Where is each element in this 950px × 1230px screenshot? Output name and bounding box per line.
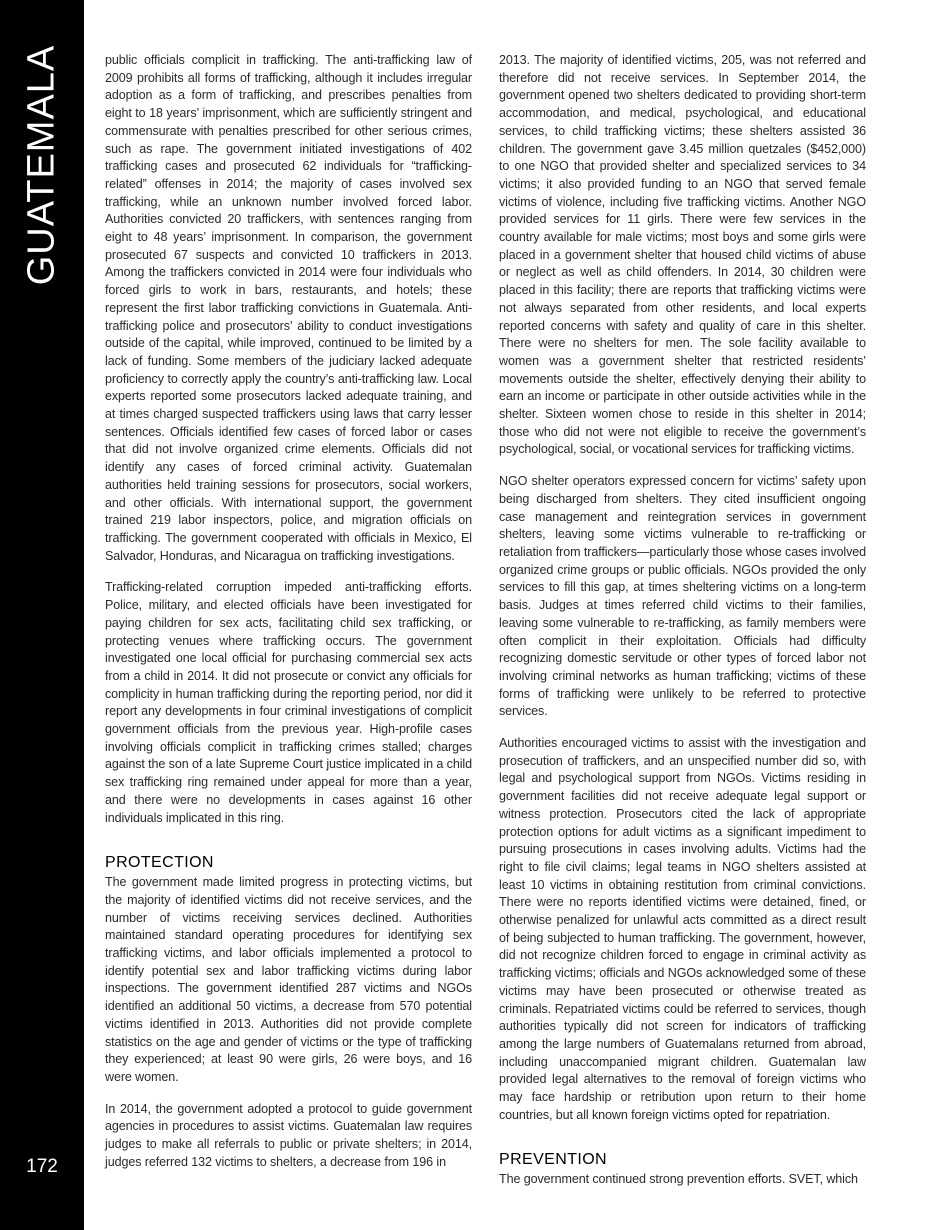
- paragraph-prevention-intro: The government continued strong prevention efforts. SVET, which: [499, 1172, 858, 1187]
- country-sidebar: [0, 0, 84, 1230]
- section-heading-prevention: PREVENTION: [499, 1151, 608, 1169]
- paragraph-law-prosecution: public officials complicit in trafficking. The anti-trafficking law of 2009 prohibits all forms of trafficking, although it includes irregular adoption as a form of trafficking, and prescribes penalties from eight to 18 years’ imprisonment, which are sufficiently stringent and commensurate with penalties prescribed for other serious crimes, such as rape. The government initiated investigations of 402 trafficking cases and prosecuted 62 individuals for “trafficking-related” offenses in 2014; the majority of cases involved sex trafficking, while an unknown number involved forced labor. Authorities convicted 20 traffickers, with sentences ranging from eight to 48 years’ imprisonment. In comparison, the government prosecuted 67 suspects and convicted 10 traffickers in 2013. Among the traffickers convicted in 2014 were four individuals who forced girls to work in bars, restaurants, and hotels; these represent the first labor trafficking convictions in Guatemala. Anti-trafficking police and prosecutors’ ability to conduct investigations outside of the capital, while improved, continued to be limited by a lack of funding. Some members of the judiciary lacked adequate proficiency to correctly apply the country’s anti-trafficking law. Local experts reported some prosecutors lacked adequate training, and at times charged suspected traffickers using laws that carry lesser sentences. Officials identified few cases of forced labor or cases that did not involve organized crime elements. Officials did not identify any cases of forced criminal activity. Guatemalan authorities held training sessions for prosecutors, social workers, and other officials. With international support, the government trained 219 labor inspectors, police, and migration officials on trafficking. The government cooperated with officials in Mexico, El Salvador, Honduras, and Nicaragua on trafficking investigations.: [105, 53, 472, 563]
- paragraph-corruption: Trafficking-related corruption impeded anti-trafficking efforts. Police, military, and elected officials have been investigated for paying children for sex acts, facilitating child sex trafficking, or protecting venues where trafficking occurs. The government investigated one local official for purchasing commercial sex acts from a child in 2014. It did not prosecute or convict any officials for complicity in human trafficking during the reporting period, nor did it report any developments in four criminal investigations of complicit government officials from the previous year. High-profile cases involving officials complicit in trafficking crimes stalled; charges against the son of a late Supreme Court justice implicated in a child sex trafficking ring remained under appeal for more than a year, and there were no developments in cases against 16 other individuals implicated in this ring.: [105, 580, 472, 825]
- left-column: [105, 52, 472, 1185]
- paragraph-shelters: 2013. The majority of identified victims, 205, was not referred and therefore did not receive services. In September 2014, the government opened two shelters dedicated to providing short-term accommodation, and medical, psychological, and educational services, to child trafficking victims; these shelters assisted 36 children. The government gave 3.45 million quetzales ($452,000) to one NGO that provided shelter and specialized services to 34 victims; it also provided funding to an NGO that served female victims of violence, including five trafficking victims. Another NGO provided services for 11 girls. There were few services in the country available for male victims; most boys and some girls were placed in a government shelter that housed child victims of abuse or neglect as well as child offenders. In 2014, 30 children were placed in this facility; there are reports that trafficking victims were not always separated from other residents, and local experts reported concerns with safety and quality of care in this shelter. There were no shelters for men. The sole facility available to women was a government shelter that restricted residents’ movements outside the shelter, effectively denying their ability to earn an income or participate in other outside activities while in the shelter. Sixteen women chose to reside in this shelter in 2014; those who did not were not eligible to receive the government’s psychological, social, or vocational services for trafficking victims.: [499, 53, 866, 457]
- paragraph-protection-intro: The government made limited progress in protecting victims, but the majority of identified victims did not receive services, and the number of victims receiving services declined. Authorities maintained standard operating procedures for identifying sex trafficking victims, and labor officials implemented a protocol to identify potential sex and labor trafficking victims during labor inspections. The government identified 287 victims and NGOs identified an additional 50 victims, a decrease from 570 potential victims identified in 2013. Authorities did not provide complete statistics on the age and gender of victims or the type of trafficking they experienced; at least 90 were girls, 26 were boys, and 16 were women.: [105, 875, 472, 1084]
- right-column: [499, 52, 866, 1203]
- paragraph-victim-assistance: Authorities encouraged victims to assist with the investigation and prosecution of traffickers, and an unspecified number did so, with legal and psychological support from NGOs. Victims residing in government facilities did not receive adequate legal support or witness protection. Prosecutors cited the lack of appropriate protection options for adult victims as a significant impediment to pursuing prosecutions in cases involving adults. Victims had the right to file civil claims; legal teams in NGO shelters assisted at least 10 victims in obtaining restitution from criminal convictions. There were no reports identified victims were detained, fined, or otherwise penalized for unlawful acts committed as a direct result of being subjected to human trafficking. The government, however, did not recognize children forced to engage in criminal activity as trafficking victims; officials and NGOs acknowledged some of these victims may have been prosecuted or otherwise treated as criminals. Repatriated victims could be referred to services, though authorities typically did not screen for indicators of trafficking among the large numbers of Guatemalans returned from abroad, including unaccompanied migrant children. Guatemalan law provided legal alternatives to the removal of foreign victims who may face hardship or retribution upon return to their home countries, but all known foreign victims opted for repatriation.: [499, 736, 866, 1122]
- page-number: 172: [26, 1156, 58, 1177]
- paragraph-protocol: In 2014, the government adopted a protocol to guide government agencies in procedures to assist victims. Guatemalan law requires judges to make all referrals to public or private shelters; in 2014, judges referred 132 victims to shelters, a decrease from 196 in: [105, 1101, 472, 1169]
- section-heading-protection: PROTECTION: [105, 854, 214, 872]
- country-name: GUATEMALA: [20, 44, 63, 286]
- paragraph-ngo-concerns: NGO shelter operators expressed concern for victims’ safety upon being discharged from shelters. They cited insufficient ongoing case management and reintegration services in government shelters, leaving some victims vulnerable to re-trafficking or retaliation from traffickers—particularly those whose cases involved organized crime groups or public officials. NGOs provided the only services to fill this gap, at times sheltering victims on a long-term basis. Judges at times referred child victims to their families, leaving some vulnerable to re-trafficking, as family members were often complicit in their exploitation. Officials had difficulty recognizing domestic servitude or other types of forced labor not involving criminal networks as human trafficking; victims of these forms of trafficking were unlikely to be referred to protective services.: [499, 474, 866, 719]
